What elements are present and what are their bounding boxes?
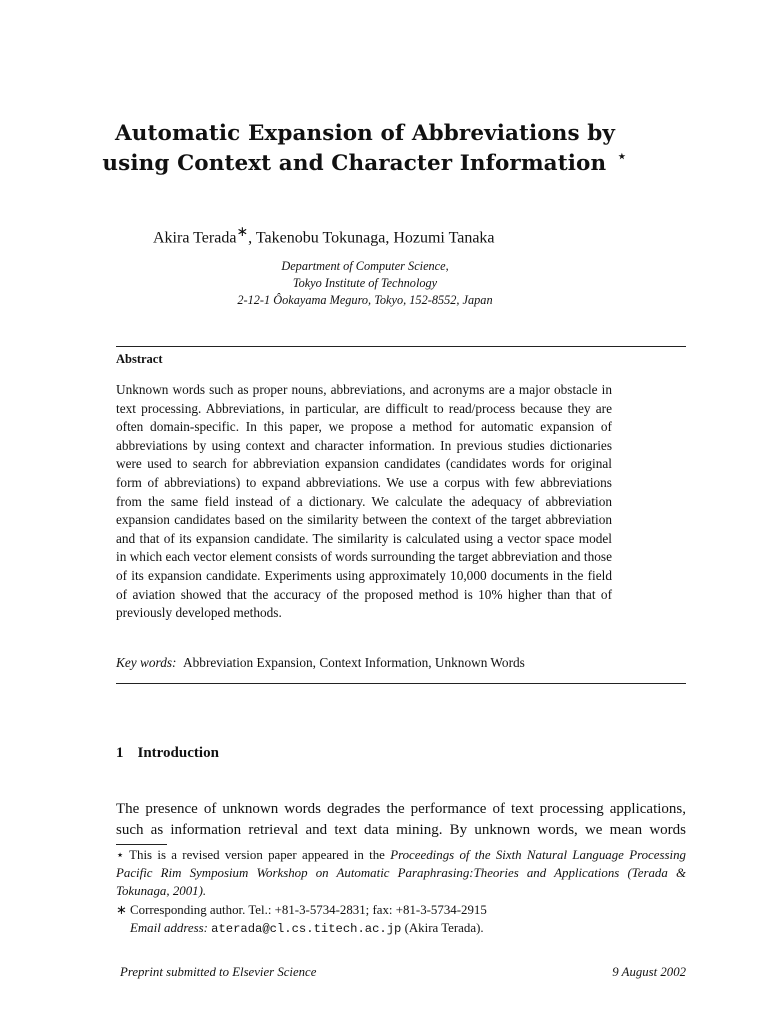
section-heading xyxy=(116,745,219,762)
affiliation-line-3: 2-12-1 Ôokayama Meguro, Tokyo, 152-8552, Japan xyxy=(237,293,493,307)
keywords xyxy=(116,655,525,671)
email-label: Email address: xyxy=(130,920,208,935)
paper-title-text: using Context and Character Information xyxy=(102,151,607,176)
footnote-1 xyxy=(116,846,686,901)
footnotes xyxy=(116,846,686,938)
footnote-1-mark: ⋆ xyxy=(116,848,125,862)
preprint-date: 9 August 2002 xyxy=(612,965,686,979)
footnote-2-contact: Corresponding author. Tel.: +81-3-5734-2831; fax: +81-3-5734-2915 xyxy=(130,902,487,917)
abstract-bottom-rule xyxy=(116,683,686,684)
preprint-note: Preprint submitted to Elsevier Science xyxy=(120,965,317,979)
footnote-rule xyxy=(116,844,167,845)
email-address[interactable]: aterada@cl.cs.titech.ac.jp xyxy=(211,921,402,936)
paper-title-line-2 xyxy=(0,146,730,176)
abstract-top-rule xyxy=(116,346,686,347)
author-footnote-mark: ∗ xyxy=(236,225,249,240)
affiliation-line-1: Department of Computer Science, xyxy=(281,259,449,273)
footnote-2 xyxy=(116,901,686,938)
abstract-heading: Abstract xyxy=(116,352,163,366)
keywords-list: Abbreviation Expansion, Context Information, Unknown Words xyxy=(183,655,525,670)
email-owner: (Akira Terada). xyxy=(404,920,484,935)
author-list xyxy=(153,224,495,247)
footnote-1-italic: Proceedings of the Sixth Natural Language Processing Pacific Rim Symposium Workshop on Automatic Paraphrasing:Theories and Applications (Terada & Tokunaga, 2001). xyxy=(116,848,686,899)
section-title: Introduction xyxy=(137,745,219,761)
footnote-2-mark: ∗ xyxy=(116,902,127,917)
section-number: 1 xyxy=(116,745,124,761)
keywords-label: Key words: xyxy=(116,655,177,670)
affiliation-line-2: Tokyo Institute of Technology xyxy=(292,276,438,290)
title-footnote-mark: ⋆ xyxy=(616,146,628,167)
introduction-paragraph: The presence of unknown words degrades the performance of text processing applications, such as information retrieval and text data mining. By unknown words, we mean words xyxy=(116,801,686,838)
abstract-body: Unknown words such as proper nouns, abbreviations, and acronyms are a major obstacle in text processing. Abbreviations, in particular, are difficult to read/process because they are often domain-specific. In this paper, we propose a method for automatic expansion of abbreviations by using context and character information. In previous studies dictionaries were used to search for abbreviation expansion candidates (candidates words for original form of abbreviations) to expand abbreviations. We use a corpus with few abbreviations from the same field instead of a dictionary. We calculate the adequacy of abbreviation expansion candidates based on the similarity between the context of the target abbreviation and that of its expansion candidate. The similarity is calculated using a vector space model in which each vector element consists of words surrounding the target abbreviation and those of its expansion candidate. Experiments using approximately 10,000 documents in the field of aviation showed that the accuracy of the proposed method is 10% higher than that of previously developed methods. xyxy=(116,382,612,621)
paper-title-line-1: Automatic Expansion of Abbreviations by xyxy=(115,121,615,146)
author-rest: , Takenobu Tokunaga, Hozumi Tanaka xyxy=(248,229,495,247)
footnote-1-text: This is a revised version paper appeared in the xyxy=(129,848,391,862)
author-first: Akira Terada xyxy=(153,229,237,247)
